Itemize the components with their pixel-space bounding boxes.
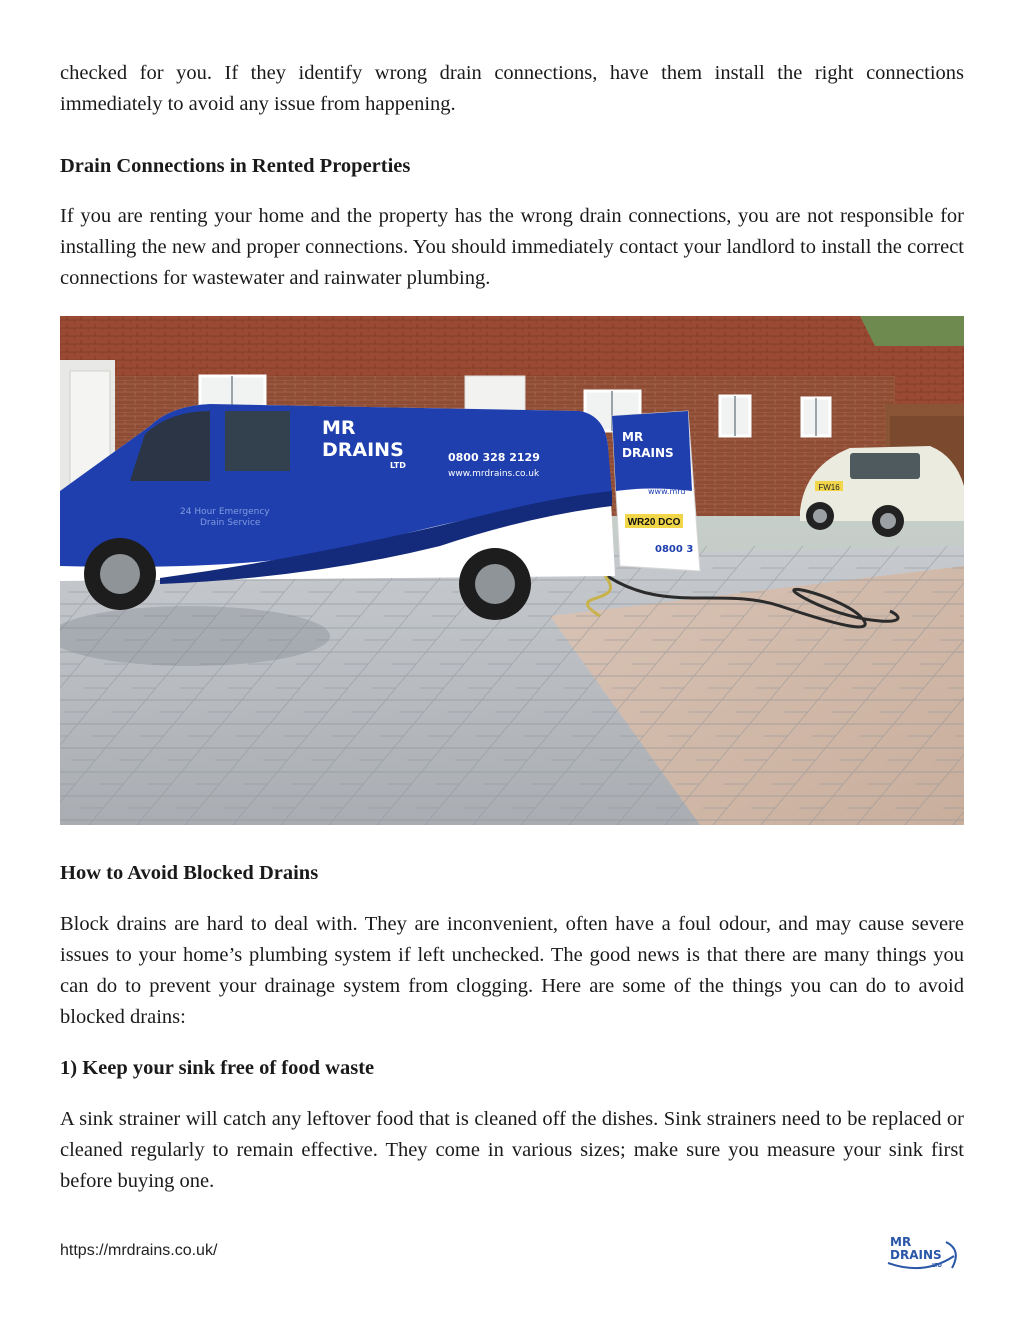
van-brand-sub: LTD: [390, 461, 406, 470]
photo-drain-van: [60, 316, 964, 825]
van-phone: 0800 328 2129: [448, 451, 540, 464]
door-brand-line2: DRAINS: [622, 446, 674, 460]
paragraph-rented-properties: If you are renting your home and the property has the wrong drain connections, you are not responsible for installing the new and proper connections. You should immediately contact your landlord to install the correct connections for wastewater and rainwater plumbing.: [60, 205, 964, 289]
van-web: www.mrdrains.co.uk: [448, 469, 540, 479]
heading-sink-food-waste: 1) Keep your sink free of food waste: [60, 1057, 375, 1079]
paragraph-intro: checked for you. If they identify wrong drain connections, have them install the right connections immediately to avoid any issue from happening.: [60, 62, 964, 115]
van-rear-door: [612, 411, 700, 571]
logo-sub: LTD: [932, 1263, 942, 1269]
door-phone: 0800 3: [655, 544, 694, 555]
car-plate-text: FW16: [818, 483, 840, 492]
van-service-line1: 24 Hour Emergency: [180, 507, 270, 517]
mr-drains-logo: [884, 1232, 964, 1276]
heading-avoid-blocked-drains: How to Avoid Blocked Drains: [60, 862, 319, 884]
heading-rented-properties: Drain Connections in Rented Properties: [60, 155, 411, 177]
footer-url[interactable]: https://mrdrains.co.uk/: [60, 1242, 218, 1259]
door-web: www.mrd: [648, 487, 686, 496]
door-plate: WR20 DCO: [627, 517, 681, 528]
paragraph-avoid-blocked-drains: Block drains are hard to deal with. They are inconvenient, often have a foul odour, and may cause severe issues to your home’s plumbing system if left unchecked. The good news is that there are many things you can do to prevent your drainage system from clogging. Here are some of the things you can do to avoid blocked drains:: [60, 913, 964, 1028]
paragraph-sink-strainer: A sink strainer will catch any leftover food that is cleaned off the dishes. Sink strainers need to be replaced or cleaned regularly to remain effective. They come in various sizes; make sure you measure your sink first before buying one.: [60, 1108, 964, 1192]
van-brand-line1: MR: [322, 417, 356, 439]
van-brand-line2: DRAINS: [322, 439, 404, 461]
van-service-line2: Drain Service: [200, 518, 261, 528]
logo-line2: DRAINS: [890, 1248, 942, 1262]
door-brand-line1: MR: [622, 430, 644, 444]
logo-line1: MR: [890, 1235, 912, 1249]
